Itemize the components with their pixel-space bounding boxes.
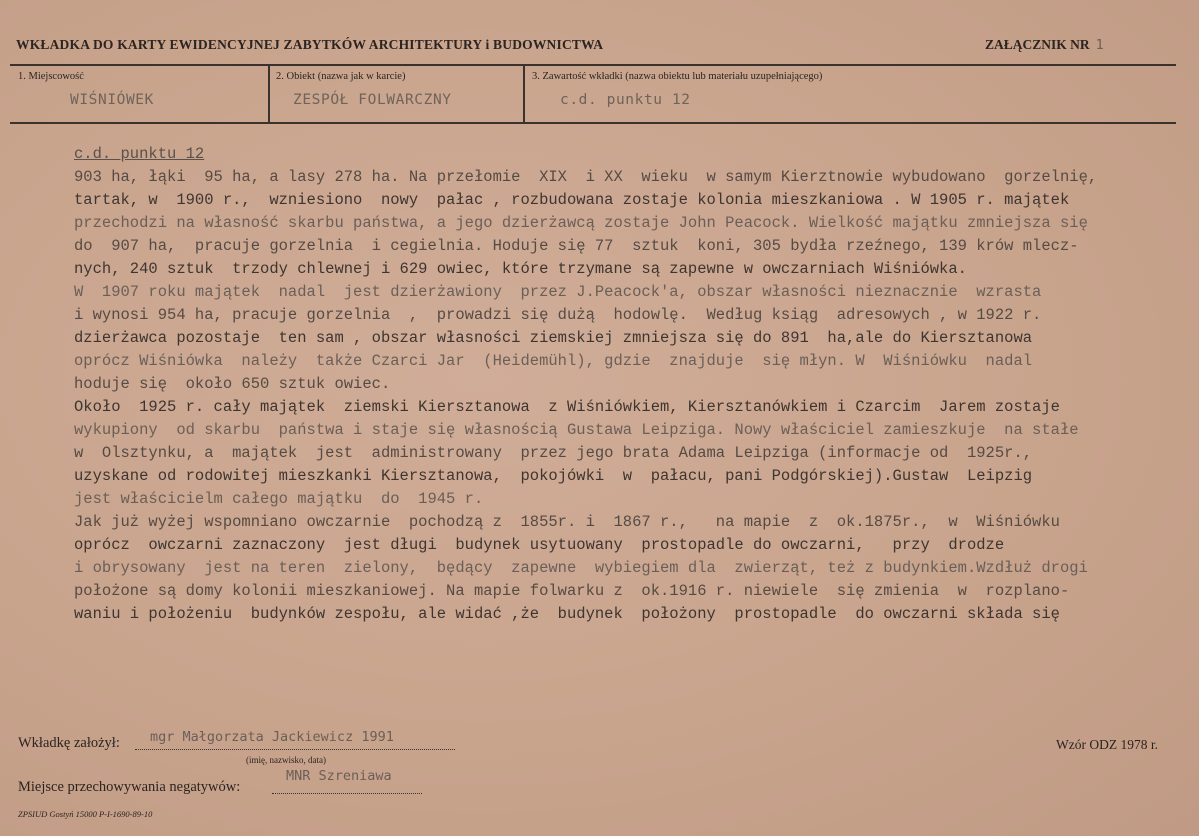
storage-label: Miejsce przechowywania negatywów:: [18, 779, 241, 795]
object-label: 2. Obiekt (nazwa jak w karcie): [276, 71, 406, 82]
attachment-label: ZAŁĄCZNIK NR: [985, 37, 1090, 52]
place-value: WIŚNIÓWEK: [70, 92, 154, 108]
author-hint: (imię, nazwisko, data): [246, 755, 326, 765]
header-top-rule: [10, 64, 1176, 66]
text-line: przechodzi na własność skarbu państwa, a jego dzierżawcą zostaje John Peacock. Wielkość majątku zmniejsza się: [74, 214, 1088, 232]
attachment-number: [985, 37, 1104, 53]
text-line: do 907 ha, pracuje gorzelnia i cegielnia. Hoduje się 77 sztuk koni, 305 bydła rzeźnego, 139 krów mlecz-: [74, 237, 1079, 255]
text-line: waniu i położeniu budynków zespołu, ale widać ,że budynek położony prostopadle do owczarni składa się: [74, 605, 1060, 623]
text-line: hoduje się około 650 sztuk owiec.: [74, 375, 391, 393]
text-line: uzyskane od rodowitej mieszkanki Kiersztanowa, pokojówki w pałacu, pani Podgórskiej).Gustaw Leipzig: [74, 467, 1033, 485]
header-bottom-rule: [10, 122, 1176, 124]
text-line: i obrysowany jest na teren zielony, będący zapewne wybiegiem dla zwierząt, też z budynkiem.Wzdłuż drogi: [74, 559, 1088, 577]
attachment-number-value: 1: [1095, 37, 1104, 53]
content-label: 3. Zawartość wkładki (nazwa obiektu lub materiału uzupełniającego): [532, 71, 823, 82]
text-lines: [74, 166, 1199, 626]
printer-note: ZPSIUD Gostyń 15000 P-I-1690-89-10: [18, 809, 153, 819]
author-value: mgr Małgorzata Jackiewicz 1991: [150, 729, 394, 745]
author-dotted-line: [135, 748, 455, 750]
form-model: Wzór ODZ 1978 r.: [1056, 737, 1158, 752]
text-line: 903 ha, łąki 95 ha, a lasy 278 ha. Na przełomie XIX i XX wieku w samym Kierztnowie wybudowano gorzelnię,: [74, 168, 1098, 186]
field-divider-2: [523, 66, 525, 122]
author-label: Wkładkę założył:: [18, 735, 120, 751]
text-line: i wynosi 954 ha, pracuje gorzelnia , prowadzi się dużą hodowlę. Według ksiąg adresowych , w 1922 r.: [74, 306, 1042, 324]
place-label: 1. Miejscowość: [18, 71, 84, 82]
storage-value: MNR Szreniawa: [286, 768, 392, 784]
field-divider-1: [268, 66, 270, 122]
text-line: oprócz owczarni zaznaczony jest długi budynek usytuowany prostopadle do owczarni, przy drodze: [74, 536, 1005, 554]
text-line: nych, 240 sztuk trzody chlewnej i 629 owiec, które trzymane są zapewne w owczarniach Wiśniówka.: [74, 260, 967, 278]
typed-text-body: [74, 142, 1199, 687]
text-line: Jak już wyżej wspomniano owczarnie pochodzą z 1855r. i 1867 r., na mapie z ok.1875r., w Wiśniówku: [74, 513, 1060, 531]
text-line: Około 1925 r. cały majątek ziemski Kiersztanowa z Wiśniówkiem, Kiersztanówkiem i Czarcim Jarem zostaje: [74, 398, 1060, 416]
text-line: w Olsztynku, a majątek jest administrowany przez jego brata Adama Leipziga (informacje od 1925r.,: [74, 444, 1033, 462]
text-line: W 1907 roku majątek nadal jest dzierżawiony przez J.Peacock'a, obszar własności nieznacznie wzrasta: [74, 283, 1042, 301]
text-line: wykupiony od skarbu państwa i staje się własnością Gustawa Leipziga. Nowy właściciel zamieszkuje na stałe: [74, 421, 1079, 439]
text-line: dzierżawca pozostaje ten sam , obszar własności ziemskiej zmniejsza się do 891 ha,ale do Kiersztanowa: [74, 329, 1033, 347]
text-line: tartak, w 1900 r., wzniesiono nowy pałac , rozbudowana zostaje kolonia mieszkaniowa . W 1905 r. majątek: [74, 191, 1070, 209]
card-title: WKŁADKA DO KARTY EWIDENCYJNEJ ZABYTKÓW ARCHITEKTURY i BUDOWNICTWA: [16, 37, 604, 52]
section-heading: c.d. punktu 12: [74, 145, 205, 163]
text-line: położone są domy kolonii mieszkaniowej. Na mapie folwarku z ok.1916 r. niewiele się zmienia w rozplano-: [74, 582, 1070, 600]
text-line: jest właścicielm całego majątku do 1945 r.: [74, 490, 484, 508]
storage-dotted-line: [272, 792, 422, 794]
text-line: oprócz Wiśniówka należy także Czarci Jar (Heidemühl), gdzie znajduje się młyn. W Wiśniówku nadal: [74, 352, 1033, 370]
object-value: ZESPÓŁ FOLWARCZNY: [293, 92, 452, 108]
content-value: c.d. punktu 12: [560, 92, 691, 108]
